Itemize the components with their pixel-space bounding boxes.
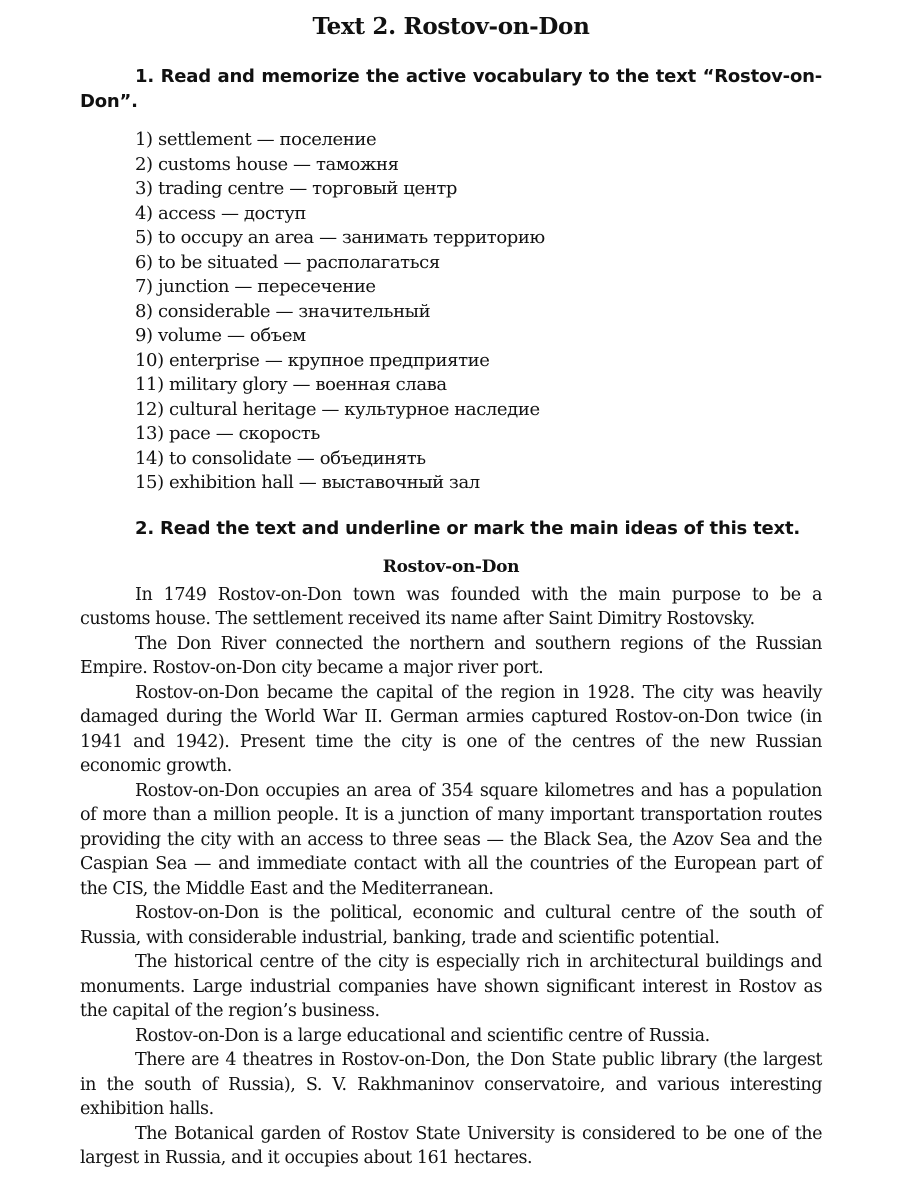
paragraph: Rostov-on-Don became the capital of the region in 1928. The city was heavily damaged during the World War II. German armies captured Rostov-on-Don twice (in 1941 and 1942). Present time the city is one of the centres of the new Russian economic growth. bbox=[80, 682, 822, 776]
paragraph: The Don River connected the northern and southern regions of the Russian Empire. Rostov-on-Don city became a major river port. bbox=[80, 633, 822, 678]
vocabulary-item: 3) trading centre — торговый центр bbox=[135, 178, 458, 199]
paragraph: There are 4 theatres in Rostov-on-Don, the Don State public library (the largest in the south of Russia), S. V. Rakhmaninov conservatoire, and various interesting exhibition halls. bbox=[80, 1050, 822, 1119]
vocabulary-item: 2) customs house — таможня bbox=[135, 153, 399, 175]
paragraph: Rostov-on-Don occupies an area of 354 square kilometres and has a population of more than a million people. It is a junction of many important transportation routes providing the city with an access to three seas — the Black Sea, the Azov Sea and the Caspian Sea — and immediate contact with all the countries of the European part of the CIS, the Middle East and the Mediterranean. bbox=[80, 780, 822, 899]
vocabulary-list bbox=[80, 128, 822, 496]
vocabulary-item: 7) junction — пересечение bbox=[135, 276, 376, 297]
vocabulary-item: 15) exhibition hall — выставочный зал bbox=[135, 472, 480, 493]
vocabulary-item: 5) to occupy an area — занимать территорию bbox=[135, 227, 545, 248]
paragraph: In 1749 Rostov-on-Don town was founded with the main purpose to be a customs house. The settlement received its name after Saint Dimitry Rostovsky. bbox=[80, 584, 822, 629]
page-title: Text 2. Rostov-on-Don bbox=[312, 13, 590, 40]
task-2-heading: 2. Read the text and underline or mark the main ideas of this text. bbox=[135, 517, 800, 539]
paragraph: The Botanical garden of Rostov State University is considered to be one of the largest in Russia, and it occupies about 161 hectares. bbox=[80, 1123, 822, 1168]
vocabulary-item: 14) to consolidate — объединять bbox=[135, 447, 426, 469]
vocabulary-item: 6) to be situated — располагаться bbox=[135, 251, 440, 273]
vocabulary-item: 1) settlement — поселение bbox=[135, 129, 377, 150]
vocabulary-item: 11) military glory — военная слава bbox=[135, 374, 447, 395]
paragraph: Rostov-on-Don is a large educational and scientific centre of Russia. bbox=[135, 1025, 710, 1046]
vocabulary-item: 9) volume — объем bbox=[135, 325, 306, 346]
text-title: Rostov-on-Don bbox=[382, 556, 520, 577]
vocabulary-item: 4) access — доступ bbox=[135, 202, 307, 224]
task-1-heading: 1. Read and memorize the active vocabulary to the text “Rostov-on-Don”. bbox=[80, 66, 822, 112]
vocabulary-item: 10) enterprise — крупное предприятие bbox=[135, 349, 490, 371]
vocabulary-item: 12) cultural heritage — культурное наследие bbox=[135, 398, 540, 420]
document-page bbox=[80, 10, 822, 1171]
reading-text bbox=[80, 583, 822, 1171]
vocabulary-item: 8) considerable — значительный bbox=[135, 300, 431, 322]
paragraph: Rostov-on-Don is the political, economic and cultural centre of the south of Russia, with considerable industrial, banking, trade and scientific potential. bbox=[80, 903, 822, 948]
vocabulary-item: 13) pace — скорость bbox=[135, 423, 320, 444]
paragraph: The historical centre of the city is especially rich in architectural buildings and monuments. Large industrial companies have shown significant interest in Rostov as the capital of the region’s business. bbox=[80, 952, 822, 1021]
